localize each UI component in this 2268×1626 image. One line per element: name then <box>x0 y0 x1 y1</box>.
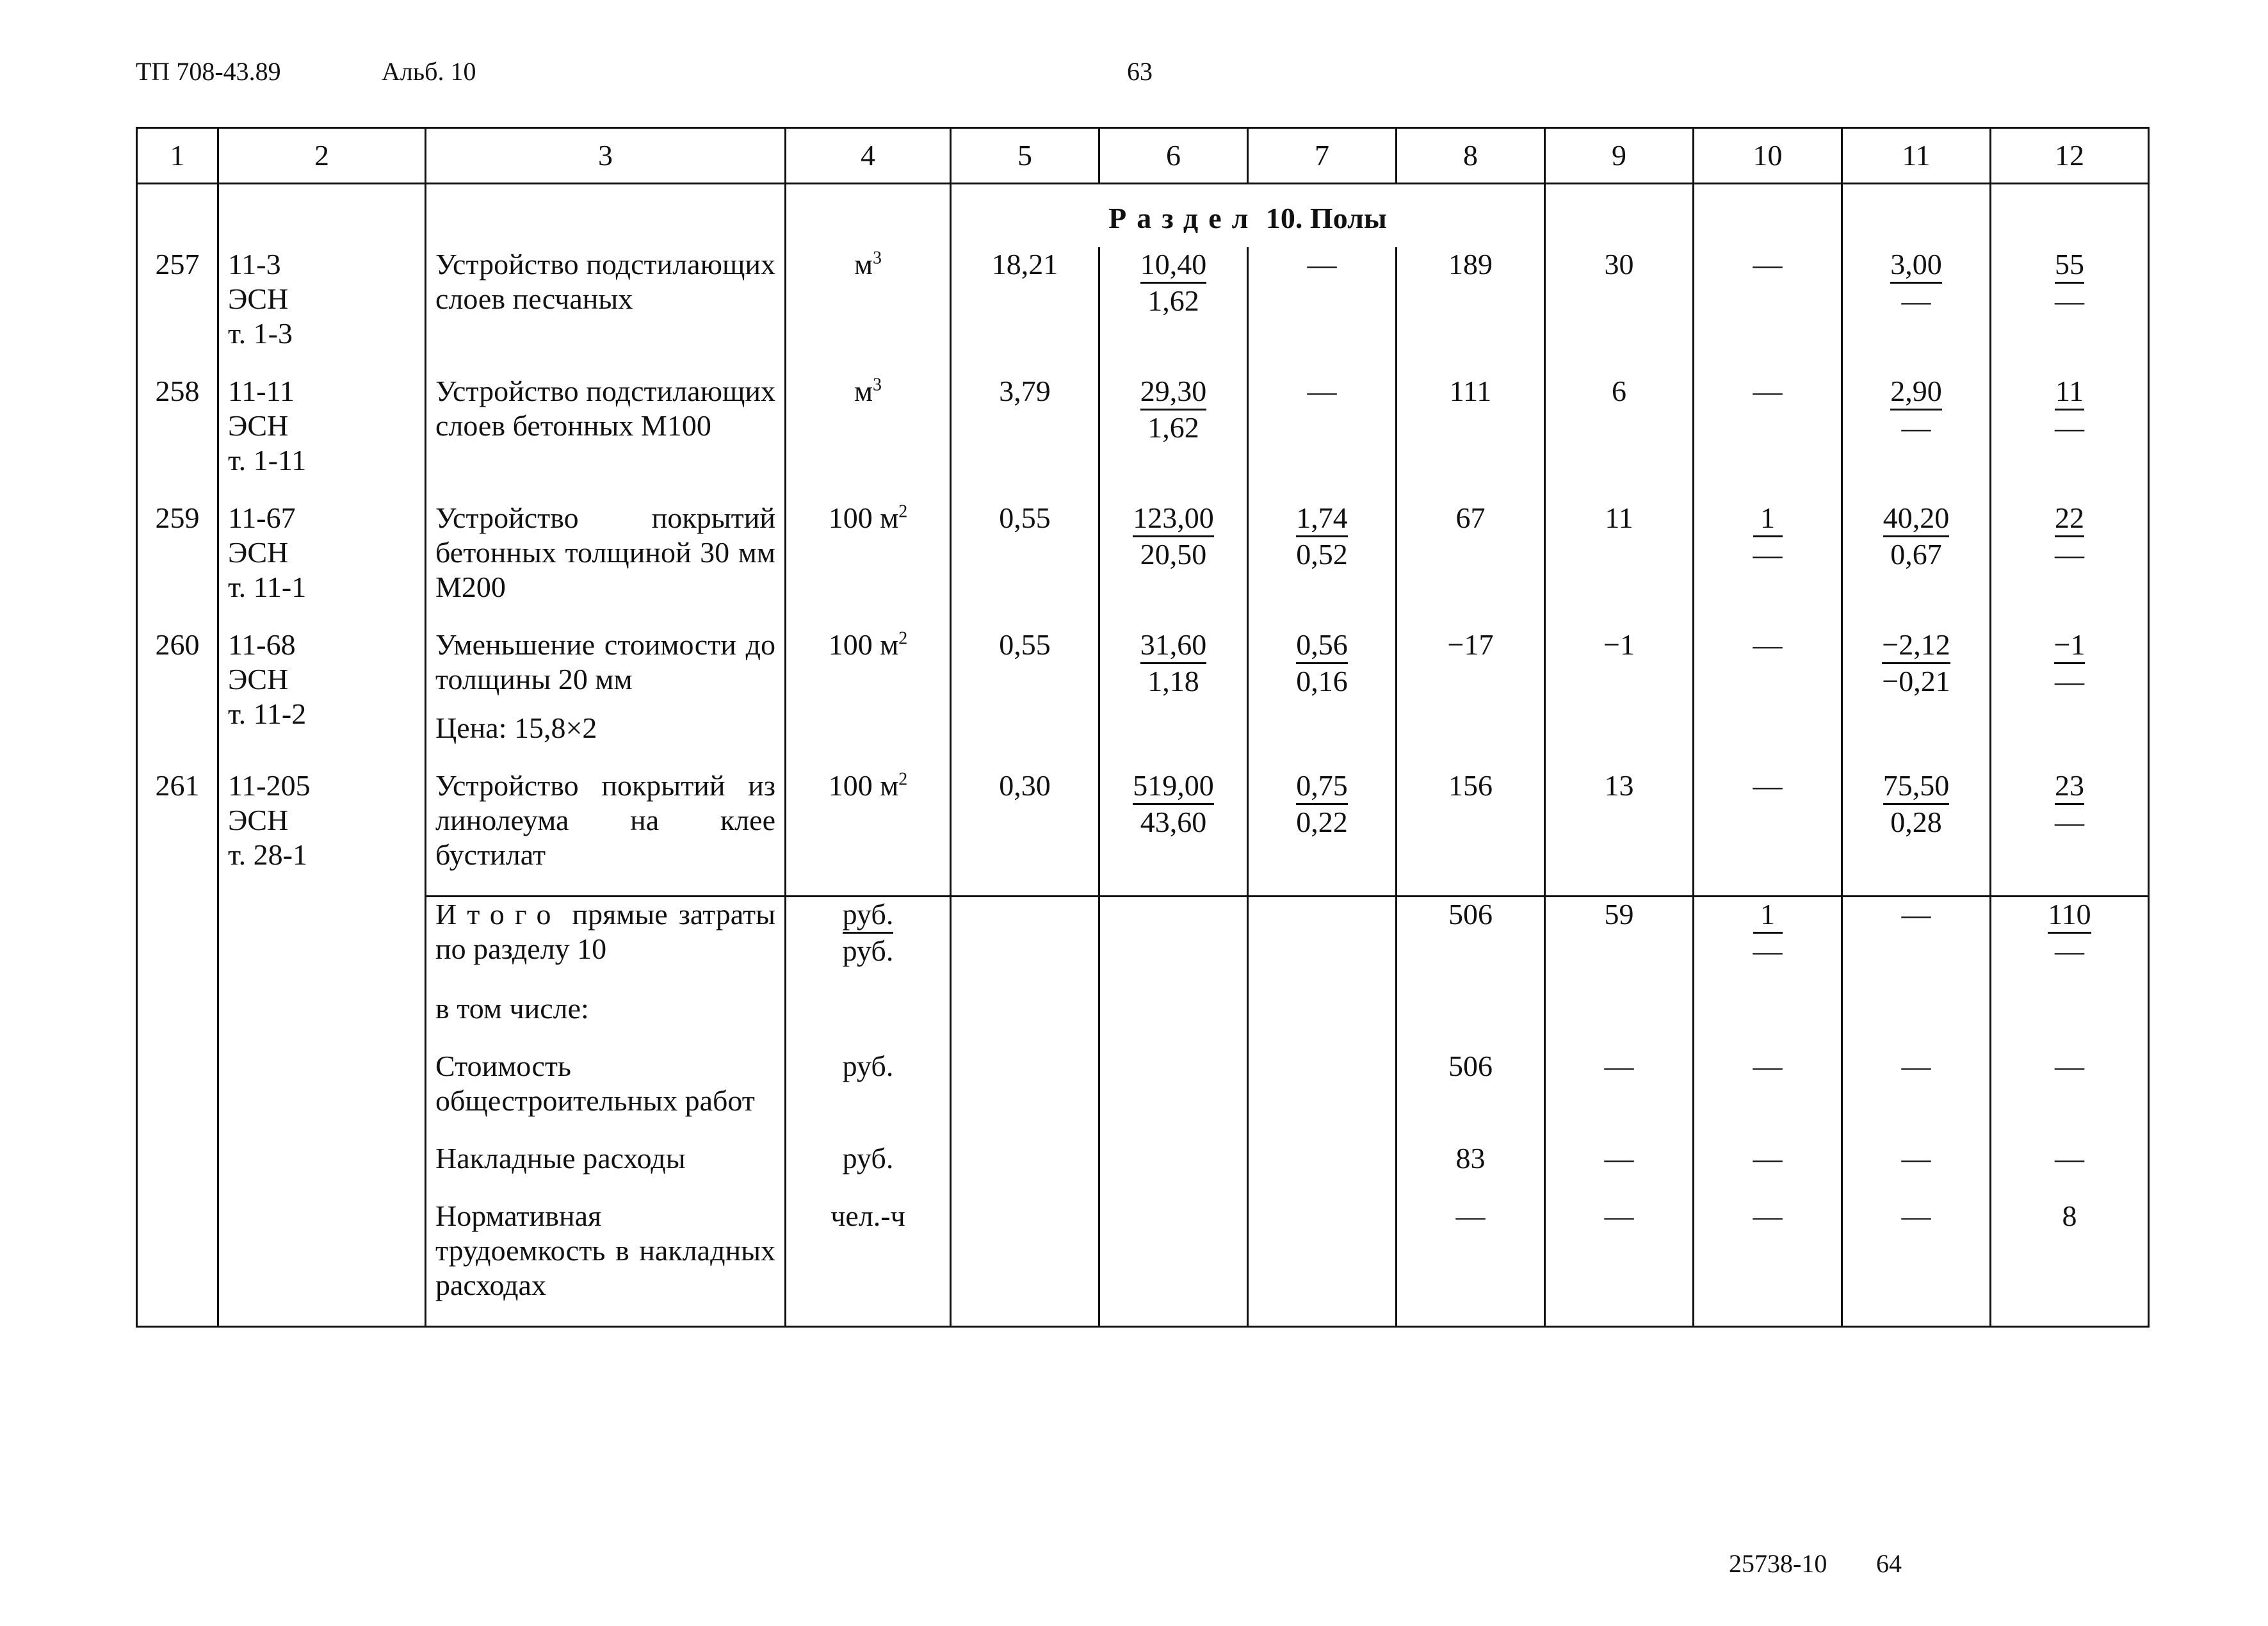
labor-col10: — <box>1694 1199 1842 1327</box>
unit-cost: $\frac{29,30}{1,62}$ <box>1099 374 1248 501</box>
doc-code: ТП 708-43.89 <box>136 57 281 86</box>
totals-row <box>137 897 2149 992</box>
col-header: 11 <box>1842 128 1991 184</box>
col-header: 1 <box>137 128 218 184</box>
norm-code: 11-68 ЭСН т. 11-2 <box>218 628 426 768</box>
totals-col12: $\frac{110}{—}$ <box>1991 897 2149 992</box>
overhead-col8: 83 <box>1397 1141 1545 1199</box>
col9-value: −1 <box>1545 628 1694 768</box>
general-works-col12: — <box>1991 1049 2149 1141</box>
unit-cost: $\frac{519,00}{43,60}$ <box>1099 768 1248 897</box>
labor-col12: 8 <box>1991 1199 2149 1327</box>
unit-cost: $\frac{10,40}{1,62}$ <box>1099 247 1248 374</box>
col-header: 8 <box>1397 128 1545 184</box>
totals-col10: $\frac{1}{—}$ <box>1694 897 1842 992</box>
col11-value: $\frac{40,20}{0,67}$ <box>1842 501 1991 628</box>
col12-value: $\frac{55}{—}$ <box>1991 247 2149 374</box>
column-number-row <box>137 128 2149 184</box>
col-header: 6 <box>1099 128 1248 184</box>
table-row <box>137 768 2149 897</box>
col9-value: 30 <box>1545 247 1694 374</box>
unit: 100 $м^2$ <box>786 501 951 628</box>
row-number: 258 <box>137 374 218 501</box>
unit: 100 $м^2$ <box>786 768 951 897</box>
col-header: 5 <box>951 128 1099 184</box>
overhead-unit: руб. <box>786 1141 951 1199</box>
col12-value: $\frac{11}{—}$ <box>1991 374 2149 501</box>
section-title: Раздел 10. Полы <box>951 184 1545 248</box>
totals-col11: — <box>1842 897 1991 992</box>
work-name: Устройство подстилающих слоев бетонных М100 <box>426 374 786 501</box>
col10-value: $\frac{1}{—}$ <box>1694 501 1842 628</box>
row-number: 257 <box>137 247 218 374</box>
page-number: 63 <box>1127 57 1153 86</box>
table-row <box>137 628 2149 768</box>
col7-value: — <box>1248 374 1397 501</box>
album-label: Альб. 10 <box>382 57 476 86</box>
table-row <box>137 501 2149 628</box>
col11-value: $\frac{3,00}{—}$ <box>1842 247 1991 374</box>
norm-code: 11-205 ЭСН т. 28-1 <box>218 768 426 897</box>
col-header: 7 <box>1248 128 1397 184</box>
col-header: 9 <box>1545 128 1694 184</box>
col12-value: $\frac{22}{—}$ <box>1991 501 2149 628</box>
general-works-col10: — <box>1694 1049 1842 1141</box>
labor-row <box>137 1199 2149 1327</box>
work-name: Устройство подстилающих слоев песчаных <box>426 247 786 374</box>
general-works-col9: — <box>1545 1049 1694 1141</box>
general-works-col11: — <box>1842 1049 1991 1141</box>
quantity: 0,55 <box>951 628 1099 768</box>
col7-value: $\frac{1,74}{0,52}$ <box>1248 501 1397 628</box>
col7-value: — <box>1248 247 1397 374</box>
including-label: в том числе: <box>426 991 786 1049</box>
col8-value: −17 <box>1397 628 1545 768</box>
unit-cost: $\frac{123,00}{20,50}$ <box>1099 501 1248 628</box>
quantity: 0,55 <box>951 501 1099 628</box>
quantity: 18,21 <box>951 247 1099 374</box>
col8-value: 156 <box>1397 768 1545 897</box>
norm-code: 11-3 ЭСН т. 1-3 <box>218 247 426 374</box>
totals-col9: 59 <box>1545 897 1694 992</box>
table-row <box>137 247 2149 374</box>
col-header: 3 <box>426 128 786 184</box>
row-number: 261 <box>137 768 218 897</box>
overhead-row <box>137 1141 2149 1199</box>
col-header: 12 <box>1991 128 2149 184</box>
unit-cost: $\frac{31,60}{1,18}$ <box>1099 628 1248 768</box>
general-works-col8: 506 <box>1397 1049 1545 1141</box>
labor-unit: чел.-ч <box>786 1199 951 1327</box>
col-header: 10 <box>1694 128 1842 184</box>
labor-col8: — <box>1397 1199 1545 1327</box>
unit: $м^3$ <box>786 247 951 374</box>
col9-value: 13 <box>1545 768 1694 897</box>
table-row <box>137 374 2149 501</box>
work-name: Уменьшение стоимости до толщины 20 мм Цена: 15,8×2 <box>426 628 786 768</box>
totals-unit: $\frac{\text{руб.}}{\text{руб.}}$ <box>786 897 951 992</box>
totals-label: Итого прямые затраты по разделу 10 <box>426 897 786 992</box>
col8-value: 67 <box>1397 501 1545 628</box>
row-number: 260 <box>137 628 218 768</box>
overhead-label: Накладные расходы <box>426 1141 786 1199</box>
col-header: 2 <box>218 128 426 184</box>
col11-value: $\frac{-2,12}{-0,21}$ <box>1842 628 1991 768</box>
col7-value: $\frac{0,75}{0,22}$ <box>1248 768 1397 897</box>
row-number: 259 <box>137 501 218 628</box>
quantity: 3,79 <box>951 374 1099 501</box>
section-title-row <box>137 184 2149 248</box>
overhead-col12: — <box>1991 1141 2149 1199</box>
unit: $м^3$ <box>786 374 951 501</box>
col8-value: 111 <box>1397 374 1545 501</box>
col8-value: 189 <box>1397 247 1545 374</box>
general-works-row <box>137 1049 2149 1141</box>
col9-value: 6 <box>1545 374 1694 501</box>
work-name: Устройство покрытий бетонных толщиной 30 мм М200 <box>426 501 786 628</box>
overhead-col10: — <box>1694 1141 1842 1199</box>
norm-code: 11-11 ЭСН т. 1-11 <box>218 374 426 501</box>
col9-value: 11 <box>1545 501 1694 628</box>
work-name: Устройство покрытий из линолеума на клее бустилат <box>426 768 786 897</box>
overhead-col9: — <box>1545 1141 1694 1199</box>
price-note: Цена: 15,8×2 <box>435 711 597 744</box>
col10-value: — <box>1694 628 1842 768</box>
col12-value: $\frac{-1}{—}$ <box>1991 628 2149 768</box>
col7-value: $\frac{0,56}{0,16}$ <box>1248 628 1397 768</box>
col10-value: — <box>1694 247 1842 374</box>
unit: 100 $м^2$ <box>786 628 951 768</box>
footer-page: 64 <box>1876 1549 1902 1578</box>
norm-code: 11-67 ЭСН т. 11-1 <box>218 501 426 628</box>
col11-value: $\frac{75,50}{0,28}$ <box>1842 768 1991 897</box>
labor-col9: — <box>1545 1199 1694 1327</box>
general-works-unit: руб. <box>786 1049 951 1141</box>
including-row <box>137 991 2149 1049</box>
overhead-col11: — <box>1842 1141 1991 1199</box>
col11-value: $\frac{2,90}{—}$ <box>1842 374 1991 501</box>
col10-value: — <box>1694 768 1842 897</box>
col12-value: $\frac{23}{—}$ <box>1991 768 2149 897</box>
labor-label: Нормативная трудоемкость в накладных расходах <box>426 1199 786 1327</box>
labor-col11: — <box>1842 1199 1991 1327</box>
footer-code: 25738-10 <box>1729 1549 1827 1578</box>
quantity: 0,30 <box>951 768 1099 897</box>
col10-value: — <box>1694 374 1842 501</box>
col-header: 4 <box>786 128 951 184</box>
general-works-label: Стоимость общестроительных работ <box>426 1049 786 1141</box>
totals-col8: 506 <box>1397 897 1545 992</box>
estimate-table <box>136 127 2150 1328</box>
